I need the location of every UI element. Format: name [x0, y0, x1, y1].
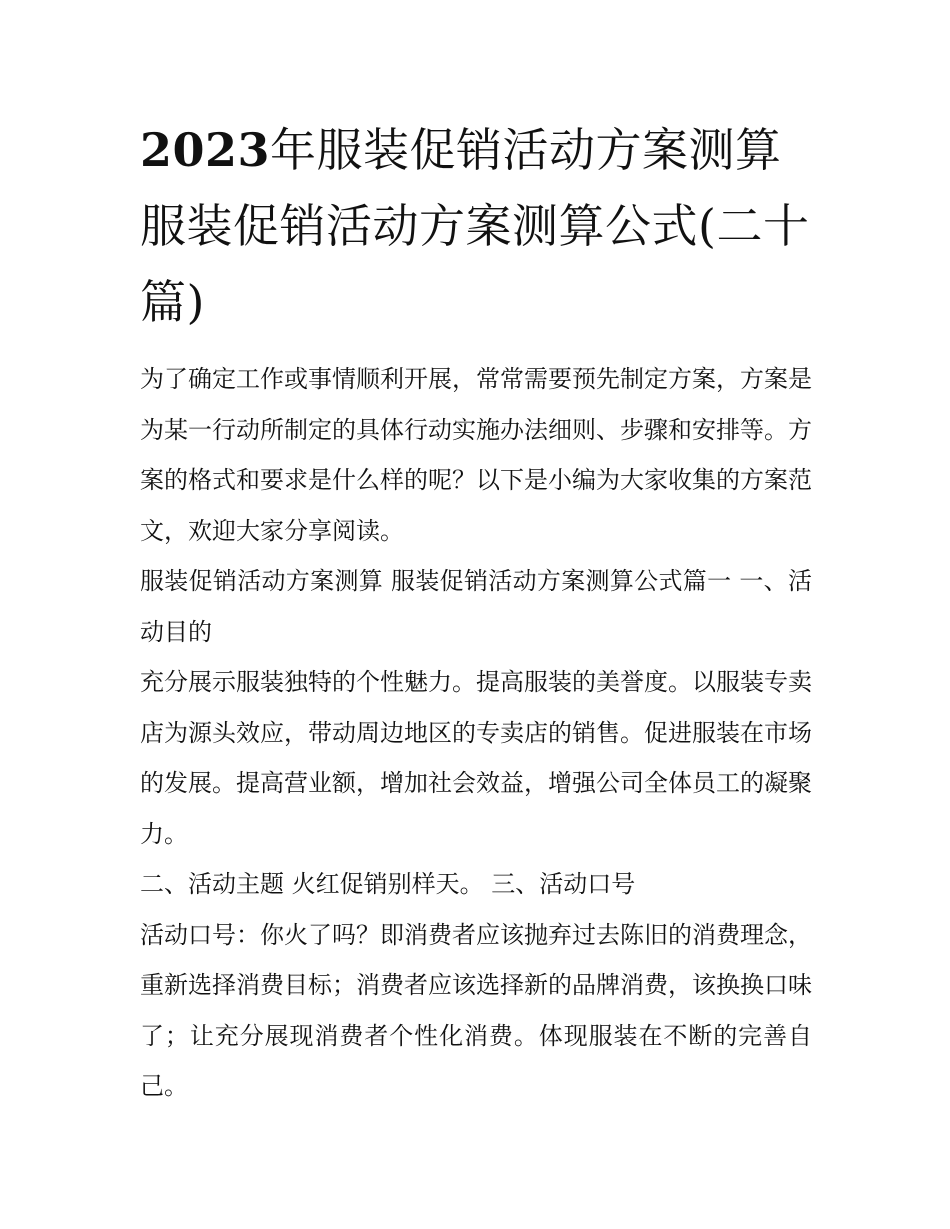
slogan-paragraph: 活动口号：你火了吗？即消费者应该抛弃过去陈旧的消费理念，重新选择消费目标；消费者应该选择新的品牌消费，该换换口味了；让充分展现消费者个性化消费。体现服装在不断的完善自己。: [140, 920, 812, 1100]
section-heading-purpose: 服装促销活动方案测算 服装促销活动方案测算公式篇一 一、活动目的: [140, 567, 812, 646]
document-page: [140, 112, 812, 1112]
title-year: 2023: [140, 123, 271, 177]
intro-paragraph: 为了确定工作或事情顺利开展，常常需要预先制定方案，方案是为某一行动所制定的具体行动实施办法细则、步骤和安排等。方案的格式和要求是什么样的呢？以下是小编为大家收集的方案范文，欢迎大家分享阅读。: [140, 365, 812, 545]
section-heading-theme-slogan: 二、活动主题 火红促销别样天。 三、活动口号: [140, 870, 636, 898]
document-title: [140, 112, 812, 340]
title-text: 年服装促销活动方案测算 服装促销活动方案测算公式(二十篇): [140, 123, 810, 329]
document-body: [140, 354, 812, 1112]
purpose-paragraph: 充分展示服装独特的个性魅力。提高服装的美誉度。以服装专卖店为源头效应，带动周边地区的专卖店的销售。促进服装在市场的发展。提高营业额，增加社会效益，增强公司全体员工的凝聚力。: [140, 668, 812, 848]
